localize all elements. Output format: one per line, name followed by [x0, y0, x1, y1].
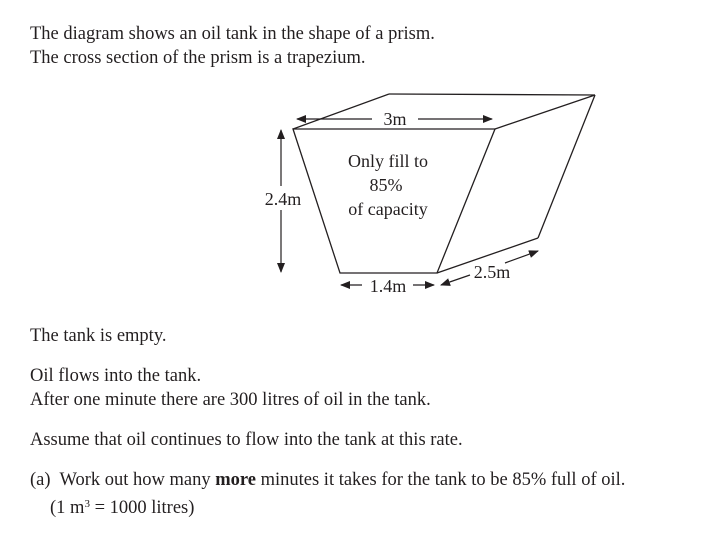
- top-width-label: 3m: [383, 109, 407, 129]
- question-pre: Work out how many: [59, 470, 216, 490]
- top-left-edge: [293, 94, 389, 129]
- height-label: 2.4m: [264, 189, 302, 209]
- note-line-2: 85%: [369, 175, 403, 195]
- question-bold: more: [215, 470, 256, 490]
- bottom-width-label: 1.4m: [369, 276, 407, 296]
- length-arrow-down: [441, 275, 470, 285]
- conversion-note: [50, 493, 194, 519]
- question-post: minutes it takes for the tank to be 85% full of oil.: [255, 470, 626, 490]
- question-a: [30, 469, 625, 491]
- intro-line-1: The diagram shows an oil tank in the shape of a prism.: [30, 24, 435, 44]
- oil-flows-text: Oil flows into the tank.: [30, 366, 202, 386]
- length-label: 2.5m: [473, 262, 511, 282]
- question-label: (a): [30, 470, 51, 490]
- top-right-edge: [495, 95, 595, 129]
- one-minute-text: After one minute there are 300 litres of oil in the tank.: [30, 390, 431, 410]
- conversion-sup: 3: [84, 498, 90, 510]
- tank-empty-text: The tank is empty.: [30, 326, 167, 346]
- conversion-pre: (1 m: [50, 498, 85, 518]
- note-line-1: Only fill to: [348, 151, 428, 171]
- back-top-edge: [389, 94, 595, 95]
- intro-line-2: The cross section of the prism is a trapezium.: [30, 48, 366, 68]
- conversion-post: = 1000 litres): [89, 498, 195, 518]
- back-right-edge: [538, 95, 595, 238]
- assume-text: Assume that oil continues to flow into the tank at this rate.: [30, 430, 463, 450]
- note-line-3: of capacity: [348, 199, 428, 219]
